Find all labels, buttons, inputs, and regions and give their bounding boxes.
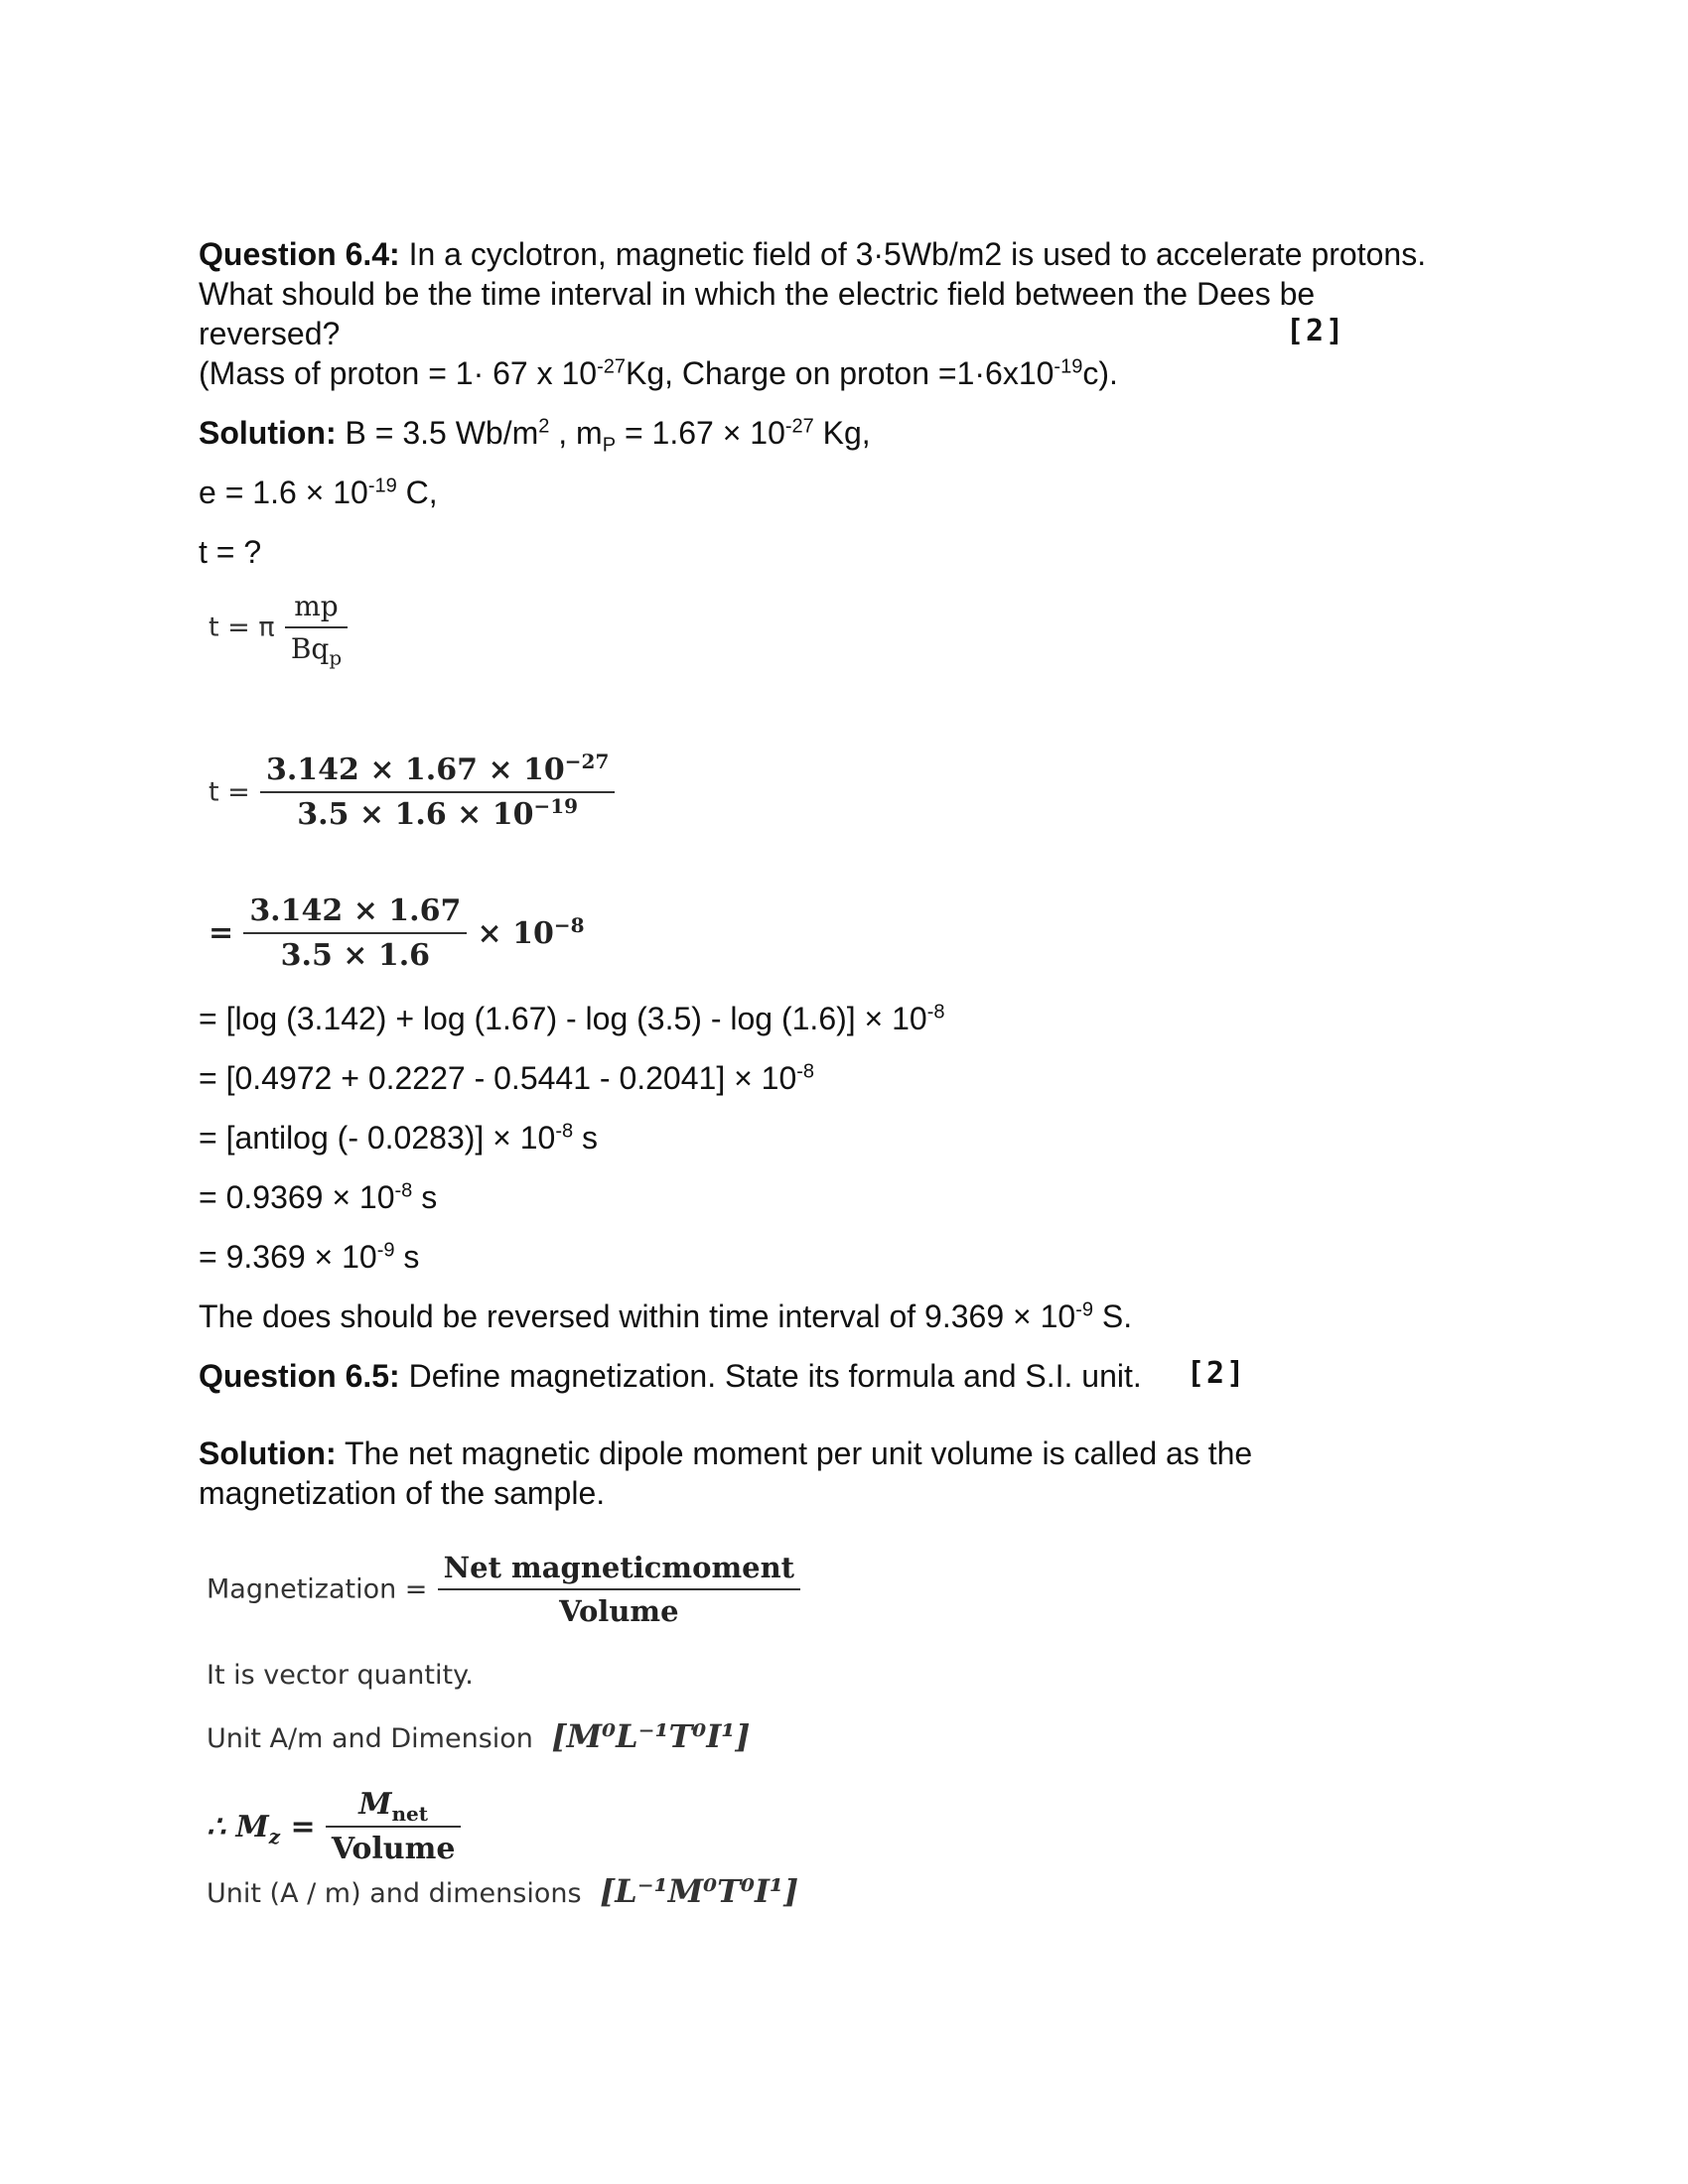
- solution-label: Solution:: [199, 415, 337, 451]
- question-6-4-line-3: reversed?: [199, 316, 341, 351]
- marks-badge: [2]: [1187, 1356, 1247, 1391]
- solution-label: Solution:: [199, 1435, 337, 1471]
- formula-magnetization: Magnetization = $\frac{\text{Net magneticmoment}}{\text{Volume}}$: [207, 1551, 800, 1628]
- unit-dimension-line-1: Unit A/m and Dimension [M⁰L⁻¹T⁰I¹]: [207, 1717, 751, 1755]
- step-log-expression: = [log $(3.142) + \log (1.67) - \log (3.5) - \log (1.6)] \times 10^{-8}$: [199, 1001, 945, 1036]
- formula-time-period: t = π $\frac{mp}{Bq_p}$: [209, 590, 348, 665]
- step-log-values: = $[0.4972 + 0.2227 - 0.5441 - 0.2041] \times 10^{-8}$: [199, 1060, 815, 1096]
- solution-6-5-line-2: magnetization of the sample.: [199, 1475, 606, 1511]
- question-label: Question 6.5:: [199, 1358, 400, 1394]
- unit-dimension-line-2: Unit (A / m) and dimensions [L⁻¹M⁰T⁰I¹]: [207, 1872, 799, 1910]
- solution-6-5-line-1: Solution: The net magnetic dipole moment per unit volume is called as the: [199, 1435, 1253, 1471]
- step-result-1: = $0.9369 \times 10^{-8}$ s: [199, 1179, 438, 1215]
- question-6-4-line-2: What should be the time interval in which the electric field between the Dees be: [199, 276, 1316, 312]
- formula-substitution: t = $\frac{3.142 \times 1.67 \times 10^{-27}}{3.5 \times 1.6 \times 10^{-19}}$: [209, 752, 615, 832]
- formula-mz: ∴ $M_z$ = $\frac{M_{net}}{\text{Volume}}$: [207, 1787, 461, 1866]
- solution-conclusion: The does should be reversed within time interval of $9.369 \times 10^{-9}$ S.: [199, 1298, 1133, 1334]
- step-result-2: = $9.369 \times 10^{-9}$ s: [199, 1239, 420, 1275]
- formula-simplified: = $\frac{3.142 \times 1.67}{3.5 \times 1.6}$ × $10^{-8}$: [209, 893, 585, 973]
- solution-6-4-given-1: Solution: B = 3.5 $Wb/m^2$ , $m_P = 1.67 \times 10^{-27}$ Kg,: [199, 415, 871, 457]
- question-6-4-given-data: (Mass of proton = 1· 67 x $10^{-27}Kg$, Charge on proton $=1\cdot 6x10^{-19}c$).: [199, 355, 1118, 391]
- question-text: In a cyclotron, magnetic field of 3·5Wb/m2 is used to accelerate protons.: [399, 236, 1427, 272]
- solution-6-4-given-3: t = ?: [199, 534, 262, 570]
- question-label: Question 6.4:: [199, 236, 400, 272]
- question-6-4-line-1: [199, 234, 1426, 274]
- marks-badge: [2]: [1286, 314, 1346, 348]
- question-6-5: Question 6.5: Define magnetization. State its formula and S.I. unit.: [199, 1358, 1142, 1394]
- solution-6-4-given-2: $e = 1.6 \times 10^{-19}$ C,: [199, 475, 438, 510]
- step-antilog: = [antilog (- $0.0283)] \times 10^{-8}$ s: [199, 1120, 599, 1156]
- vector-quantity-note: It is vector quantity.: [207, 1660, 474, 1691]
